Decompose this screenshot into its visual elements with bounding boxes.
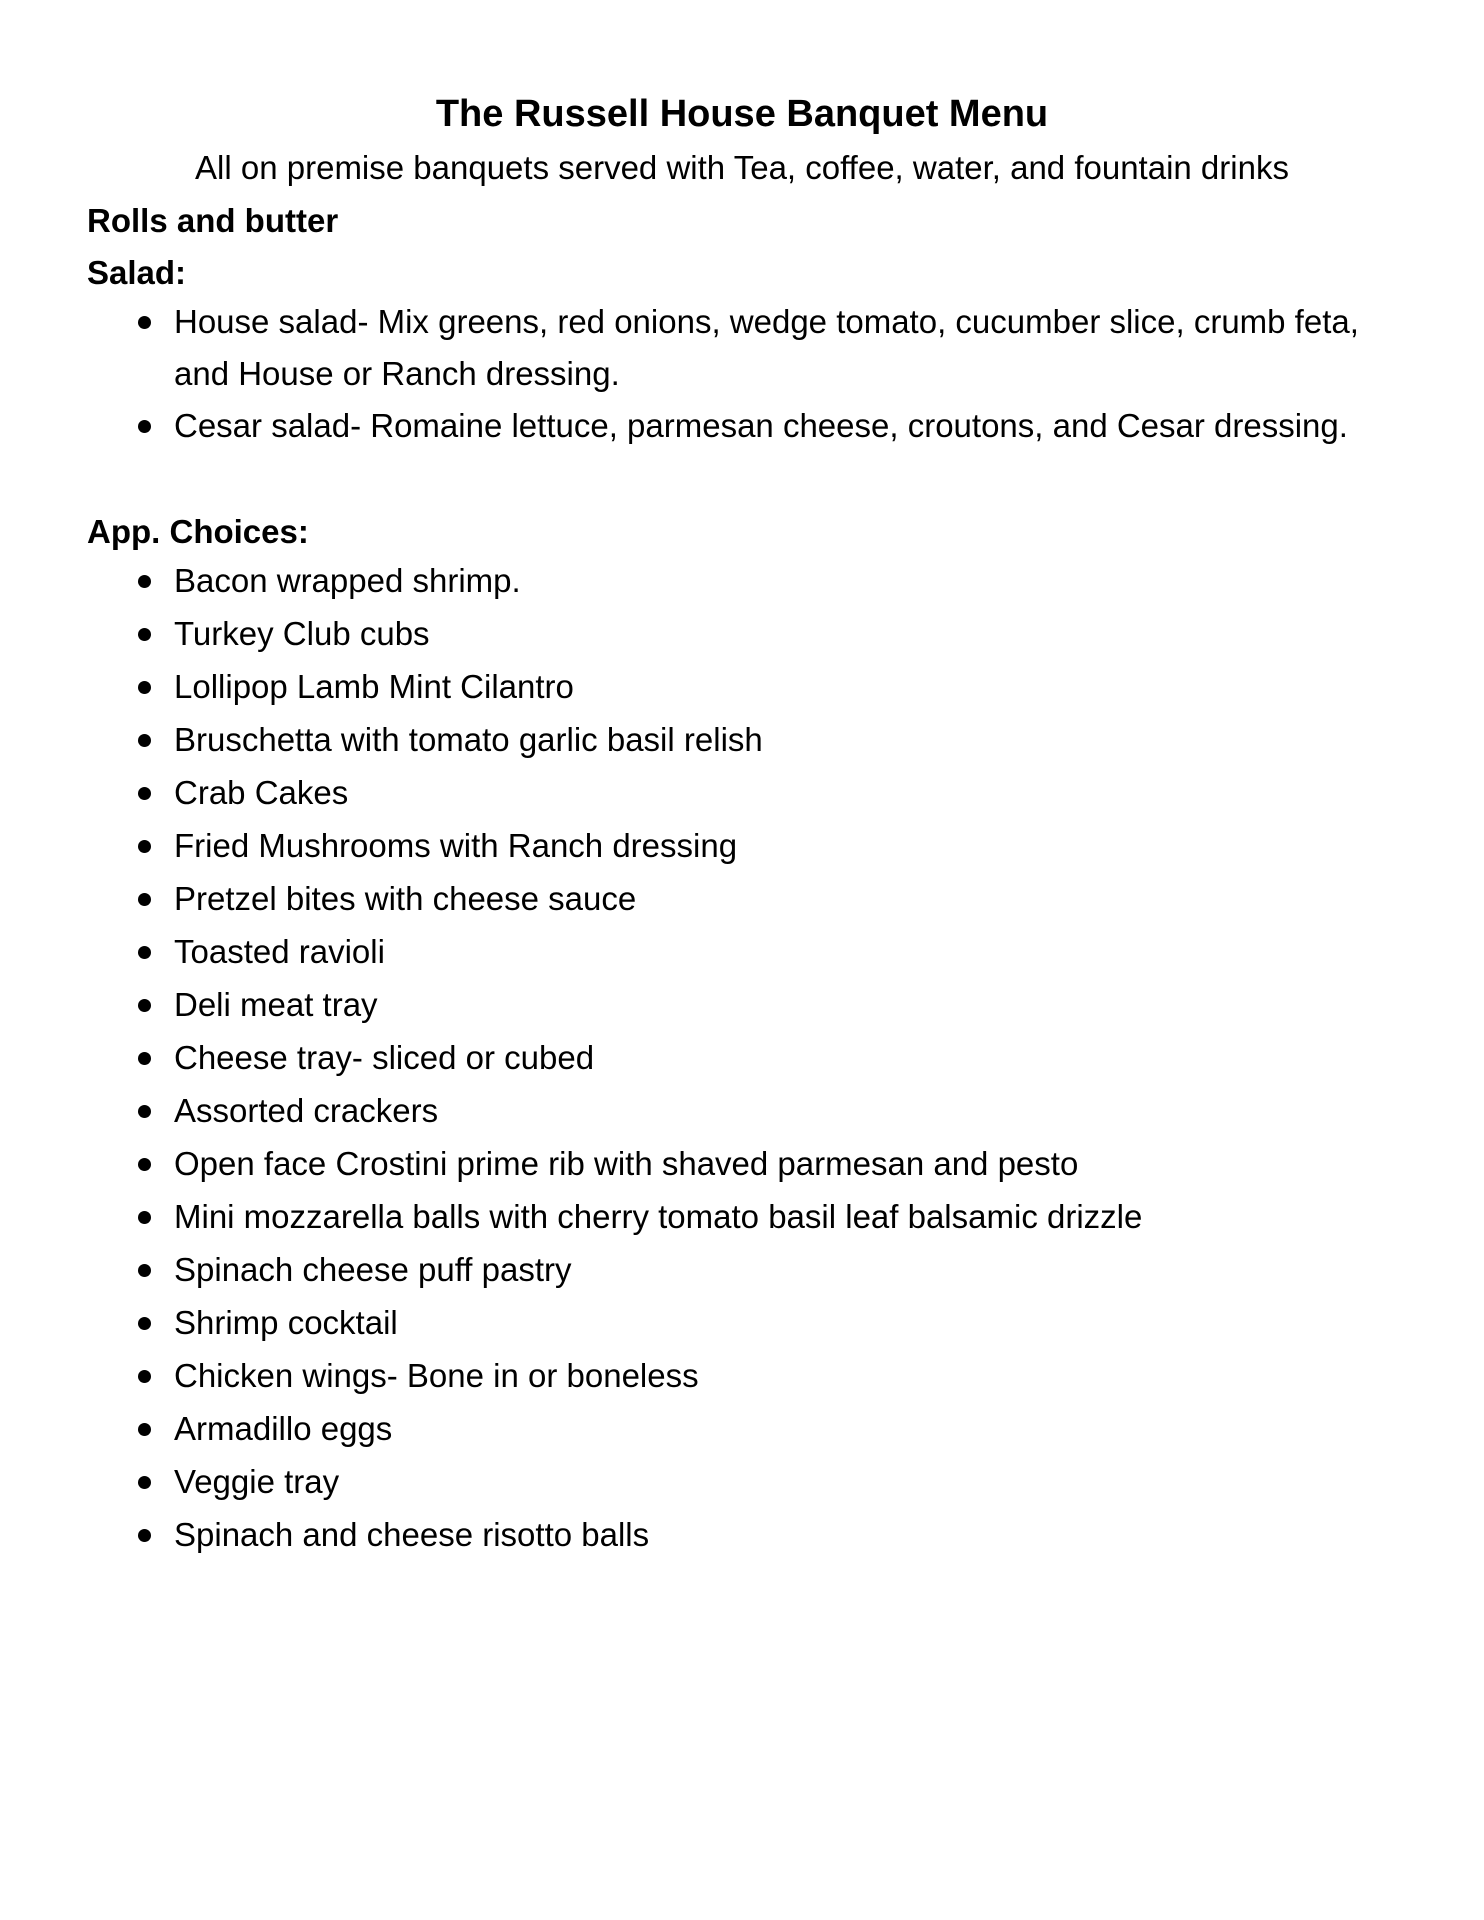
bullet-icon [138,1211,151,1224]
app-item-text: Chicken wings- Bone in or boneless [174,1357,699,1394]
app-item-text: Shrimp cocktail [174,1304,398,1341]
app-item-text: Assorted crackers [174,1092,439,1129]
bullet-icon [138,628,151,641]
list-item [0,1403,1390,1456]
list-item [0,979,1390,1032]
salad-list [0,296,1390,452]
app-item-text: Lollipop Lamb Mint Cilantro [174,668,574,705]
bullet-icon [138,734,151,747]
rolls-heading: Rolls and butter [87,202,339,239]
app-choices-list [0,555,1390,1562]
bullet-icon [138,1052,151,1065]
app-item-text: Spinach cheese puff pastry [174,1251,572,1288]
app-item-text: Crab Cakes [174,774,349,811]
bullet-icon [138,999,151,1012]
list-item [0,926,1390,979]
list-item [0,608,1390,661]
app-item-text: Turkey Club cubs [174,615,430,652]
list-item [0,1297,1390,1350]
list-item [0,873,1390,926]
bullet-icon [138,840,151,853]
bullet-icon [138,1317,151,1330]
app-item-text: Pretzel bites with cheese sauce [174,880,637,917]
app-item-text: Mini mozzarella balls with cherry tomato basil leaf balsamic drizzle [174,1198,1143,1235]
app-choices-heading: App. Choices: [87,513,309,550]
salad-item-text: Cesar salad- Romaine lettuce, parmesan cheese, croutons, and Cesar dressing. [174,407,1348,444]
list-item [0,1138,1390,1191]
list-item [0,1244,1390,1297]
bullet-icon [138,1105,151,1118]
bullet-icon [138,1529,151,1542]
list-item [0,767,1390,820]
bullet-icon [138,1476,151,1489]
list-item [0,661,1390,714]
bullet-icon [138,1264,151,1277]
bullet-icon [138,893,151,906]
list-item [0,555,1390,608]
app-item-text: Cheese tray- sliced or cubed [174,1039,595,1076]
bullet-icon [138,1158,151,1171]
list-item [0,820,1390,873]
list-item [0,1032,1390,1085]
app-item-text: Spinach and cheese risotto balls [174,1516,650,1553]
list-item [0,400,1390,452]
app-item-text: Fried Mushrooms with Ranch dressing [174,827,738,864]
salad-heading: Salad: [87,254,187,291]
bullet-icon [138,1370,151,1383]
list-item [0,1191,1390,1244]
list-item [0,1350,1390,1403]
bullet-icon [138,681,151,694]
salad-item-text: House salad- Mix greens, red onions, wedge tomato, cucumber slice, crumb feta, and House or Ranch dressing. [174,303,1359,392]
list-item [0,1456,1390,1509]
list-item [0,1085,1390,1138]
bullet-icon [138,316,151,329]
app-item-text: Veggie tray [174,1463,340,1500]
list-item [0,1509,1390,1562]
app-item-text: Armadillo eggs [174,1410,393,1447]
app-item-text: Open face Crostini prime rib with shaved parmesan and pesto [174,1145,1079,1182]
list-item [0,714,1390,767]
list-item [0,296,1390,400]
app-item-text: Toasted ravioli [174,933,385,970]
bullet-icon [138,575,151,588]
app-item-text: Bacon wrapped shrimp. [174,562,521,599]
app-item-text: Bruschetta with tomato garlic basil relish [174,721,763,758]
bullet-icon [138,787,151,800]
page-title: The Russell House Banquet Menu [435,93,1049,135]
bullet-icon [138,420,151,433]
app-item-text: Deli meat tray [174,986,378,1023]
bullet-icon [138,946,151,959]
bullet-icon [138,1423,151,1436]
page-subtitle: All on premise banquets served with Tea, coffee, water, and fountain drinks [195,149,1289,186]
